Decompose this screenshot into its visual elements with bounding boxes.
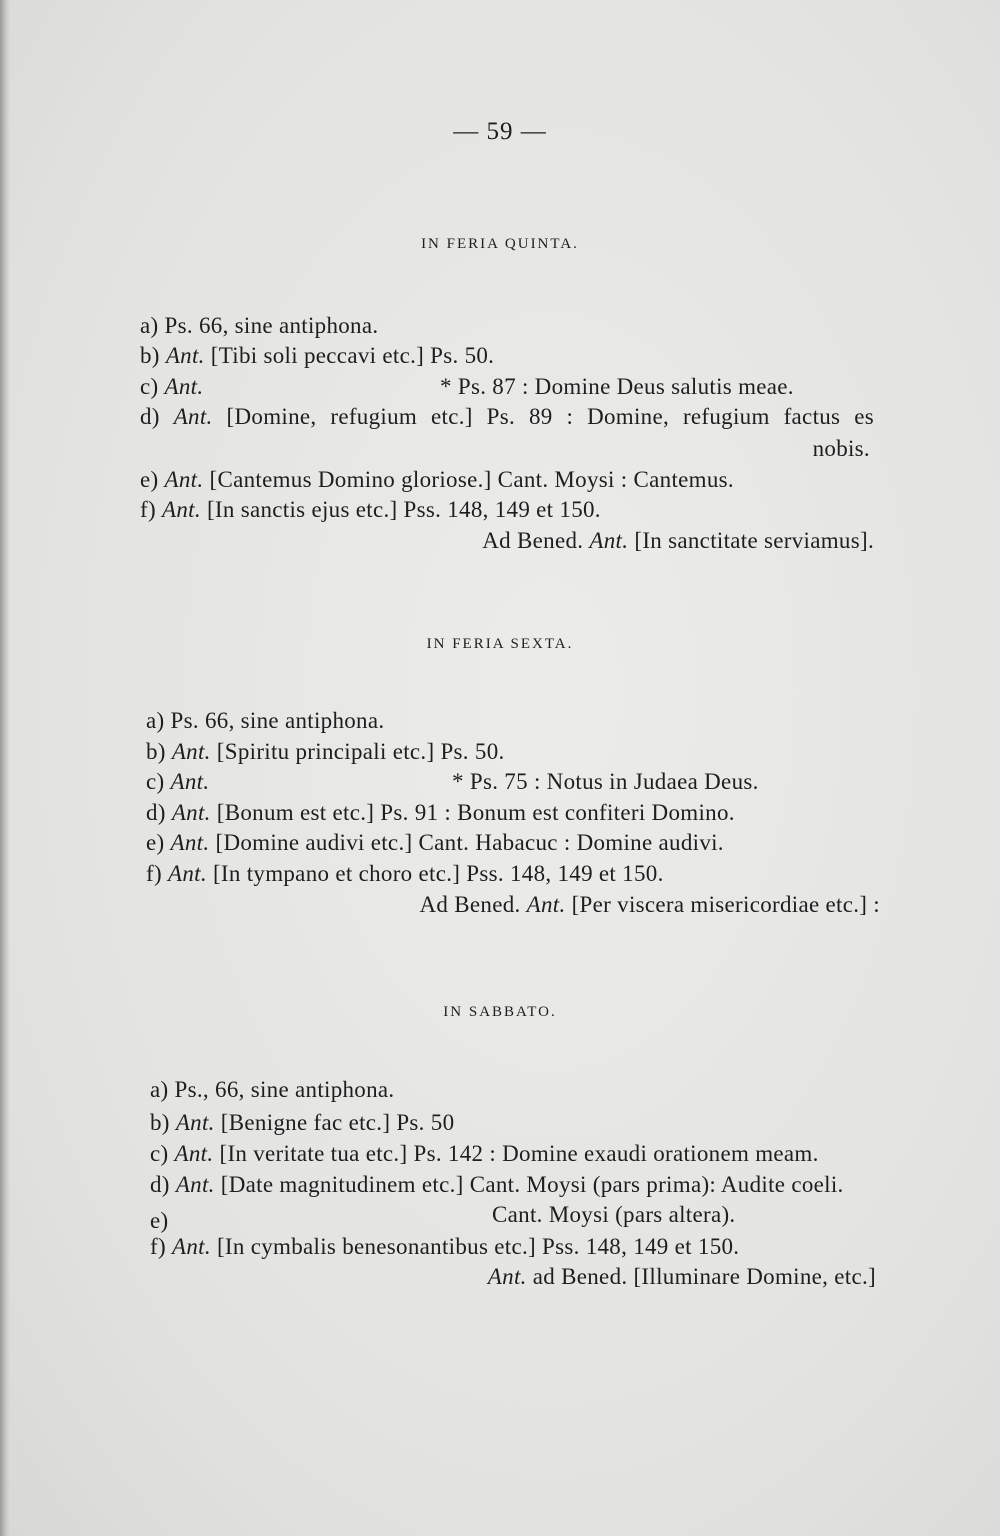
- page-left-edge: [0, 0, 10, 1536]
- list-item: [140, 497, 601, 523]
- section-heading-feria-sexta: IN FERIA SEXTA.: [426, 636, 574, 652]
- benedictus-line: [419, 892, 880, 918]
- item-text: [Tibi soli peccavi etc.] Ps. 50.: [210, 343, 495, 368]
- item-label: a): [140, 313, 159, 338]
- list-item: [146, 739, 505, 765]
- ant-label: Ant.: [164, 467, 204, 492]
- item-label: d): [146, 800, 166, 825]
- list-item: [150, 1077, 394, 1103]
- bened-prefix: Ad Bened.: [482, 528, 584, 553]
- benedictus-line: [482, 528, 874, 554]
- list-item: [140, 404, 874, 430]
- list-item: [150, 1234, 739, 1260]
- ant-label: Ant.: [170, 769, 210, 794]
- bened-text: ad Bened. [Illuminare Domine, etc.]: [532, 1264, 876, 1289]
- item-text: Ps., 66, sine antiphona.: [174, 1077, 395, 1102]
- ant-label: Ant.: [171, 800, 211, 825]
- item-text: [Bonum est etc.] Ps. 91 : Bonum est confiteri Domino.: [216, 800, 735, 825]
- item-text: [In cymbalis benesonantibus etc.] Pss. 148, 149 et 150.: [216, 1234, 740, 1259]
- bened-prefix: Ad Bened.: [419, 892, 521, 917]
- item-text: [Spiritu principali etc.] Ps. 50.: [216, 739, 505, 764]
- section-heading-feria-quinta: IN FERIA QUINTA.: [421, 236, 579, 252]
- item-label: f): [146, 861, 162, 886]
- list-item: [140, 343, 494, 369]
- list-item: [150, 1208, 168, 1234]
- benedictus-line: [488, 1264, 876, 1290]
- item-text: [Cantemus Domino gloriose.] Cant. Moysi : Cantemus.: [209, 467, 734, 492]
- item-label: a): [146, 708, 165, 733]
- item-tail-text: * Ps. 75 : Notus in Judaea Deus.: [452, 769, 759, 794]
- item-text: [Domine audivi etc.] Cant. Habacuc : Domine audivi.: [215, 830, 724, 855]
- list-item: [146, 800, 735, 826]
- item-tail-text: * Ps. 87 : Domine Deus salutis meae.: [440, 374, 794, 399]
- ant-label: Ant.: [171, 739, 211, 764]
- ant-label: Ant.: [589, 528, 629, 553]
- item-text: [Date magnitudinem etc.] Cant. Moysi (pars prima): Audite coeli.: [220, 1172, 844, 1197]
- item-label: d): [140, 404, 160, 429]
- ant-label: Ant.: [161, 497, 201, 522]
- item-text: [Benigne fac etc.] Ps. 50: [220, 1110, 455, 1135]
- list-item: [146, 769, 209, 795]
- item-label: b): [140, 343, 160, 368]
- item-label: c): [150, 1141, 169, 1166]
- list-item: [140, 313, 378, 339]
- list-item: [146, 830, 724, 856]
- item-label: c): [140, 374, 159, 399]
- list-item: [150, 1110, 454, 1136]
- bened-text: [In sanctitate serviamus].: [634, 528, 874, 553]
- list-item: [140, 374, 203, 400]
- ant-label: Ant.: [175, 1172, 215, 1197]
- item-label: e): [146, 830, 165, 855]
- item-text: [In veritate tua etc.] Ps. 142 : Domine exaudi orationem meam.: [219, 1141, 819, 1166]
- list-item: [140, 467, 734, 493]
- item-tail-text: Cant. Moysi (pars altera).: [492, 1202, 736, 1227]
- page-number: — 59 —: [453, 118, 547, 145]
- ant-label: Ant.: [167, 861, 207, 886]
- list-item: [146, 861, 664, 887]
- item-label: e): [140, 467, 159, 492]
- list-item: [150, 1172, 844, 1198]
- ant-label: Ant.: [165, 343, 205, 368]
- item-text: [In tympano et choro etc.] Pss. 148, 149 et 150.: [212, 861, 664, 886]
- ant-label: Ant.: [175, 1110, 215, 1135]
- item-label: b): [150, 1110, 170, 1135]
- item-label: e): [150, 1208, 169, 1233]
- ant-label: Ant.: [526, 892, 566, 917]
- section-heading-sabbato: IN SABBATO.: [443, 1004, 557, 1020]
- ant-label: Ant.: [487, 1264, 527, 1289]
- list-item: [150, 1141, 819, 1167]
- ant-label: Ant.: [171, 1234, 211, 1259]
- ant-label: Ant.: [170, 830, 210, 855]
- item-label: d): [150, 1172, 170, 1197]
- item-text: Ps. 66, sine antiphona.: [164, 313, 379, 338]
- item-label: f): [150, 1234, 166, 1259]
- ant-label: Ant.: [174, 1141, 214, 1166]
- item-text: [Domine, refugium etc.] Ps. 89 : Domine, refugium factus es: [226, 404, 874, 429]
- ant-label: Ant.: [164, 374, 204, 399]
- item-label: c): [146, 769, 165, 794]
- item-text: [In sanctis ejus etc.] Pss. 148, 149 et 150.: [206, 497, 601, 522]
- item-continuation-text: nobis.: [812, 436, 870, 461]
- list-item: [146, 708, 384, 734]
- item-label: f): [140, 497, 156, 522]
- item-label: b): [146, 739, 166, 764]
- item-label: a): [150, 1077, 169, 1102]
- item-text: Ps. 66, sine antiphona.: [170, 708, 385, 733]
- ant-label: Ant.: [173, 404, 213, 429]
- bened-text: [Per viscera misericordiae etc.] :: [571, 892, 880, 917]
